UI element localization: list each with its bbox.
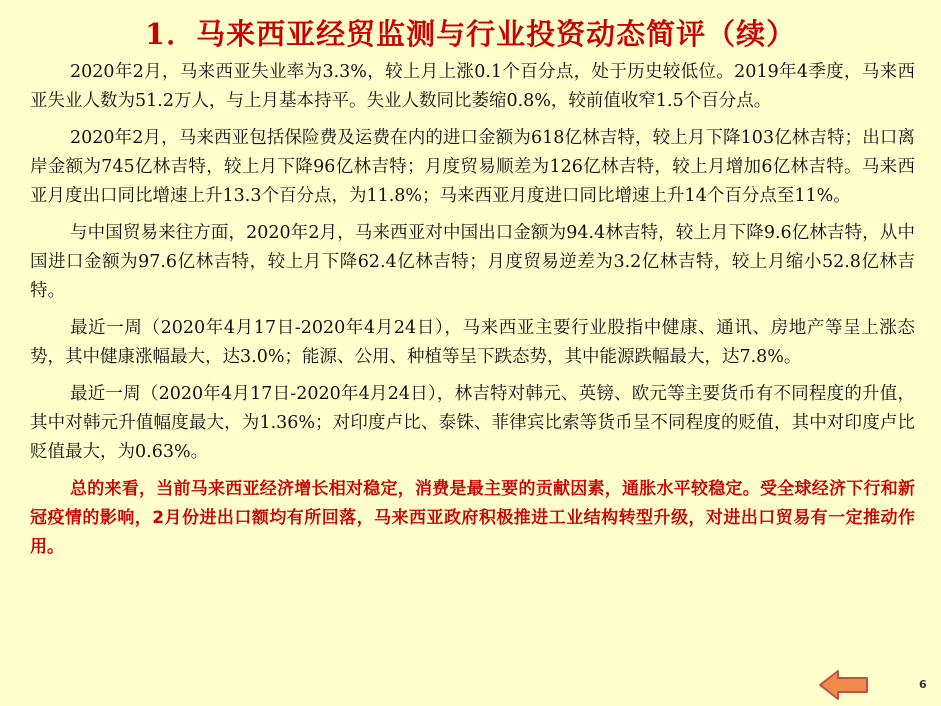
slide-body [30,58,915,570]
paragraph-china-trade: 与中国贸易来往方面，2020年2月，马来西亚对中国出口金额为94.4林吉特，较上月下降9.6亿林吉特，从中国进口金额为97.6亿林吉特，较上月下降62.4亿林吉特；月度贸易逆差为3.2亿林吉特，较上月缩小52.8亿林吉特。 [30,223,915,301]
back-arrow-button[interactable] [818,668,870,702]
paragraph-unemployment: 2020年2月，马来西亚失业率为3.3%，较上月上涨0.1个百分点，处于历史较低位。2019年4季度，马来西亚失业人数为51.2万人，与上月基本持平。失业人数同比萎缩0.8%，较前值收窄1.5个百分点。 [30,62,915,111]
summary-paragraph: 总的来看，当前马来西亚经济增长相对稳定，消费是最主要的贡献因素，通胀水平较稳定。受全球经济下行和新冠疫情的影响，2月份进出口额均有所回落，马来西亚政府积极推进工业结构转型升级，对进出口贸易有一定推动作用。 [30,479,915,557]
slide-title: 1．马来西亚经贸监测与行业投资动态简评（续） [144,17,797,51]
paragraph-currency: 最近一周（2020年4月17日-2020年4月24日），林吉特对韩元、英镑、欧元等主要货币有不同程度的升值，其中对韩元升值幅度最大，为1.36%；对印度卢比、泰铢、菲律宾比索等货币呈不同程度的贬值，其中对印度卢比贬值最大，为0.63%。 [30,384,915,462]
left-arrow-icon [818,668,870,702]
paragraph-stock-index: 最近一周（2020年4月17日-2020年4月24日），马来西亚主要行业股指中健康、通讯、房地产等呈上涨态势，其中健康涨幅最大，达3.0%；能源、公用、种植等呈下跌态势，其中能源跌幅最大，达7.8%。 [30,318,915,367]
page-number: 6 [919,678,927,691]
paragraph-trade: 2020年2月，马来西亚包括保险费及运费在内的进口金额为618亿林吉特，较上月下降103亿林吉特；出口离岸金额为745亿林吉特，较上月下降96亿林吉特；月度贸易顺差为126亿林吉特，较上月增加6亿林吉特。马来西亚月度出口同比增速上升13.3个百分点，为11.8%；马来西亚月度进口同比增速上升14个百分点至11%。 [30,128,915,206]
